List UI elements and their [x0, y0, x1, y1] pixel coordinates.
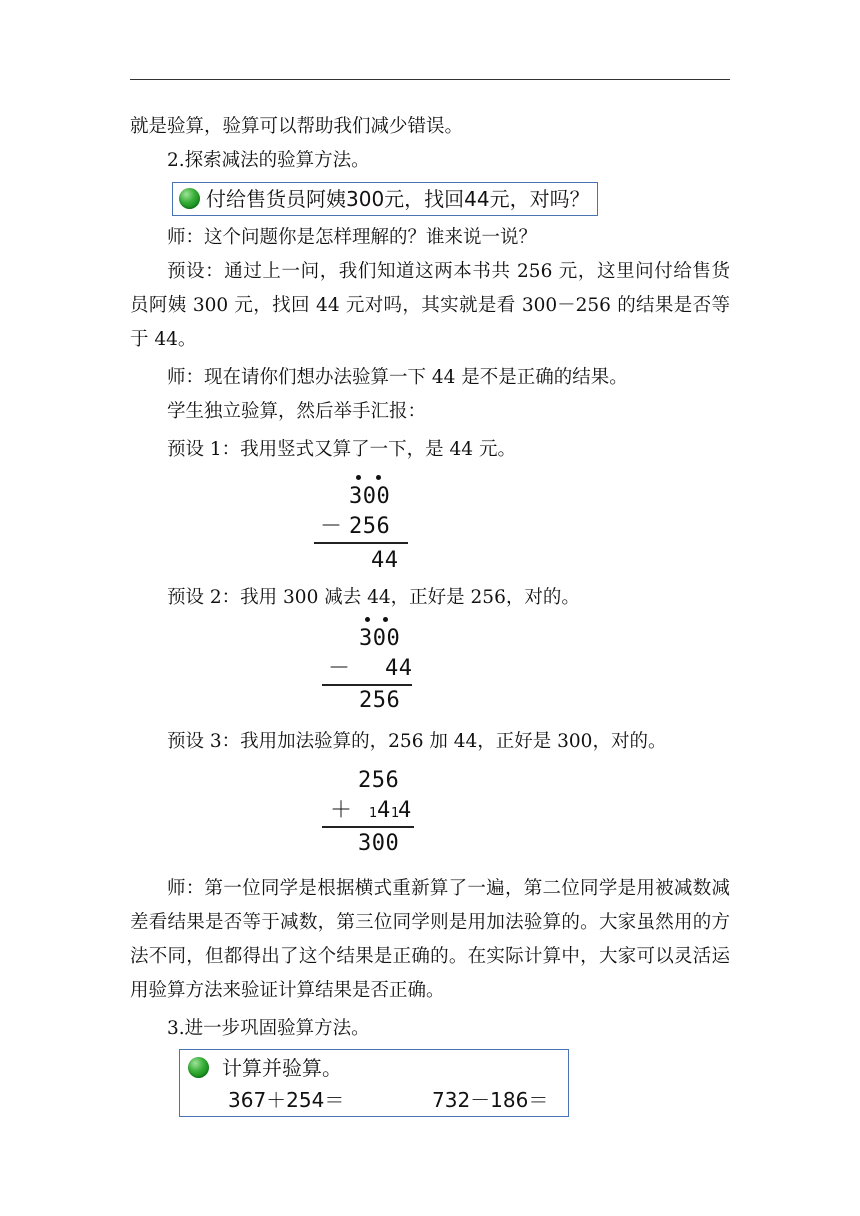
borrow-dot [376, 475, 381, 480]
calc1-minuend: 300 [349, 484, 391, 509]
problem-text: 付给售货员阿姨300元，找回44元，对吗？ [206, 187, 590, 211]
calc2-result: 256 [359, 688, 401, 713]
preset-3: 预设 3：我用加法验算的，256 加 44，正好是 300，对的。 [167, 731, 667, 752]
section-heading-2: 2.探索减法的验算方法。 [167, 150, 370, 171]
calc1-subtrahend: 256 [349, 514, 391, 539]
calc3-carry: 1 [391, 806, 400, 821]
green-dot-icon [188, 1057, 209, 1078]
teacher-question: 师：这个问题你是怎样理解的？谁来说一说？ [167, 227, 538, 248]
problem-box [172, 182, 598, 216]
preset-1: 预设 1：我用竖式又算了一下，是 44 元。 [167, 439, 516, 460]
teacher-summary: 师：第一位同学是根据横式重新算了一遍，第二位同学是用被减数减差看结果是否等于减数，第三位同学则是用加法验算的。大家虽然用的方法不同，但都得出了这个结果是正确的。在实际计算中，大家可以灵活运用验算方法来验证计算结果是否正确。 [130, 878, 730, 1001]
header-rule [130, 79, 730, 80]
green-dot-icon [179, 188, 200, 209]
exercise-title: 计算并验算。 [222, 1056, 342, 1080]
exercise-expr-2: 732－186＝ [432, 1088, 549, 1112]
calc3-result: 300 [358, 831, 400, 856]
calc2-subtrahend: 44 [385, 656, 413, 681]
calc3-addend2-digit: 4 [377, 798, 391, 823]
calc3-line [322, 826, 414, 828]
calc1-line [314, 542, 408, 544]
exercise-expr-1: 367＋254＝ [228, 1088, 345, 1112]
calc1-operator: － [320, 514, 343, 539]
teacher-instruction: 师：现在请你们想办法验算一下 44 是不是正确的结果。 [167, 367, 628, 388]
student-report: 学生独立验算，然后举手汇报： [167, 401, 427, 422]
calc3-addend1: 256 [358, 768, 400, 793]
calc3-carry: 1 [369, 806, 378, 821]
calc2-operator: － [328, 656, 351, 681]
calc2-minuend: 300 [359, 626, 401, 651]
calc1-result: 44 [371, 548, 399, 573]
section-heading-3: 3.进一步巩固验算方法。 [167, 1018, 370, 1039]
paragraph-continuation: 就是验算，验算可以帮助我们减少错误。 [130, 116, 464, 137]
preset-explanation: 预设：通过上一问，我们知道这两本书共 256 元，这里问付给售货员阿姨 300 元，找回 44 元对吗，其实就是看 300－256 的结果是否等于 44。 [130, 261, 730, 350]
calc3-operator: ＋ [330, 798, 353, 823]
exercise-box [179, 1049, 569, 1117]
borrow-dot [356, 475, 361, 480]
borrow-dot [365, 617, 370, 622]
preset-2: 预设 2：我用 300 减去 44，正好是 256，对的。 [167, 587, 580, 608]
borrow-dot [383, 617, 388, 622]
calc3-addend2-digit: 4 [398, 798, 412, 823]
